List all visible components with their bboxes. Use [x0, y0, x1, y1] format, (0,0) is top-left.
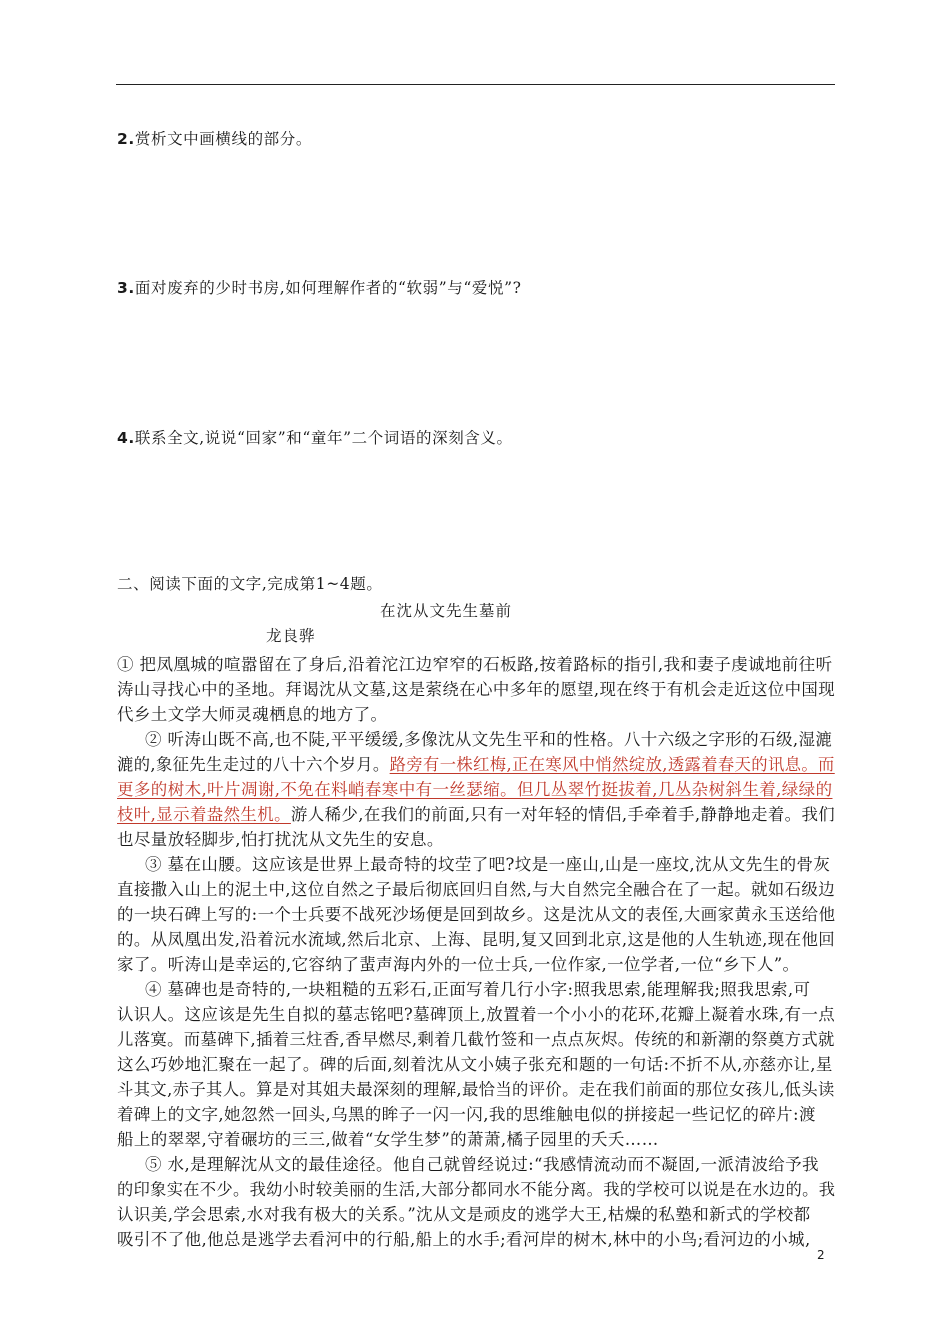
article-author: 龙良骅 [266, 627, 316, 645]
paragraph-line: 漉的,象征先生走过的八十六个岁月。路旁有一株红梅,正在寒风中悄然绽放,透露着春天的讯息。而 [117, 755, 835, 774]
paragraph-line: 的印象实在不少。我幼小时较美丽的生活,大部分都同水不能分离。我的学校可以说是在水边的。我 [117, 1180, 836, 1199]
paragraph-line: 这么巧妙地汇聚在一起了。碑的后面,刻着沈从文小姨子张充和题的一句话:不折不从,亦慈亦让,星 [117, 1055, 833, 1074]
paragraph-line: ⑤ 水,是理解沈从文的最佳途径。他自己就曾经说过:“我感情流动而不凝固,一派清波给予我 [145, 1155, 819, 1174]
underlined-passage: 更多的树木,叶片凋谢,不免在料峭春寒中有一丝瑟缩。但几丛翠竹挺拔着,几丛杂树斜生着,绿绿的 [117, 780, 833, 799]
paragraph-line: 认识美,学会思索,水对我有极大的关系。”沈从文是顽皮的逃学大王,枯燥的私塾和新式的学校都 [117, 1205, 811, 1224]
section-heading: 二、阅读下面的文字,完成第1~4题。 [117, 575, 383, 593]
paragraph-line: 代乡土文学大师灵魂栖息的地方了。 [117, 705, 388, 724]
question-3: 3.面对废弃的少时书房,如何理解作者的“软弱”与“爱悦”? [117, 279, 522, 297]
paragraph-line: 斗其文,赤子其人。算是对其姐夫最深刻的理解,最恰当的评价。走在我们前面的那位女孩儿,低头读 [117, 1080, 835, 1099]
question-2: 2.赏析文中画横线的部分。 [117, 130, 312, 148]
underlined-passage: 路旁有一株红梅,正在寒风中悄然绽放,透露着春天的讯息。而 [389, 755, 835, 774]
header-rule [116, 84, 835, 85]
paragraph-line: 也尽量放轻脚步,怕打扰沈从文先生的安息。 [117, 830, 444, 849]
paragraph-line: 涛山寻找心中的圣地。拜谒沈从文墓,这是萦绕在心中多年的愿望,现在终于有机会走近这位中国现 [117, 680, 836, 699]
article-title: 在沈从文先生墓前 [380, 602, 513, 620]
paragraph-line: ③ 墓在山腰。这应该是世界上最奇特的坟茔了吧?坟是一座山,山是一座坟,沈从文先生的骨灰 [145, 855, 831, 874]
paragraph-line: 着碑上的文字,她忽然一回头,乌黑的眸子一闪一闪,我的思维触电似的拼接起一些记忆的碎片:渡 [117, 1105, 816, 1124]
question-4: 4.联系全文,说说“回家”和“童年”二个词语的深刻含义。 [117, 429, 513, 447]
underlined-passage: 枝叶,显示着盎然生机。 [117, 805, 291, 824]
paragraph-line: 认识人。这应该是先生自拟的墓志铭吧?墓碑顶上,放置着一个小小的花环,花瓣上凝着水珠,有一点 [117, 1005, 836, 1024]
paragraph-line: 的一块石碑上写的:一个士兵要不战死沙场便是回到故乡。这是沈从文的表侄,大画家黄永玉送给他 [117, 905, 836, 924]
paragraph-line: 家了。听涛山是幸运的,它容纳了蜚声海内外的一位士兵,一位作家,一位学者,一位“乡下人”。 [117, 955, 800, 974]
paragraph-line: ② 听涛山既不高,也不陡,平平缓缓,多像沈从文先生平和的性格。八十六级之字形的石级,湿漉 [145, 730, 833, 749]
paragraph-line: 直接撒入山上的泥土中,这位自然之子最后彻底回归自然,与大自然完全融合在了一起。就如石级边 [117, 880, 836, 899]
paragraph-line: ④ 墓碑也是奇特的,一块粗糙的五彩石,正面写着几行小字:照我思索,能理解我;照我思索,可 [145, 980, 811, 999]
page-number: 2 [817, 1248, 825, 1262]
paragraph-line: 吸引不了他,他总是逃学去看河中的行船,船上的水手;看河岸的树木,林中的小鸟;看河边的小城, [117, 1230, 811, 1249]
paragraph-line: 儿落寞。而墓碑下,插着三炷香,香早燃尽,剩着几截竹签和一点点灰烬。传统的和新潮的祭奠方式就 [117, 1030, 835, 1049]
paragraph-line: 的。从凤凰出发,沿着沅水流域,然后北京、上海、昆明,复又回到北京,这是他的人生轨迹,现在他回 [117, 930, 836, 949]
paragraph-line: 枝叶,显示着盎然生机。游人稀少,在我们的前面,只有一对年轻的情侣,手牵着手,静静地走着。我们 [117, 805, 836, 824]
paragraph-line: 船上的翠翠,守着碾坊的三三,做着“女学生梦”的萧萧,橘子园里的夭夭…… [117, 1130, 659, 1149]
paragraph-line: ① 把凤凰城的喧嚣留在了身后,沿着沱江边窄窄的石板路,按着路标的指引,我和妻子虔诚地前往听 [117, 655, 833, 674]
